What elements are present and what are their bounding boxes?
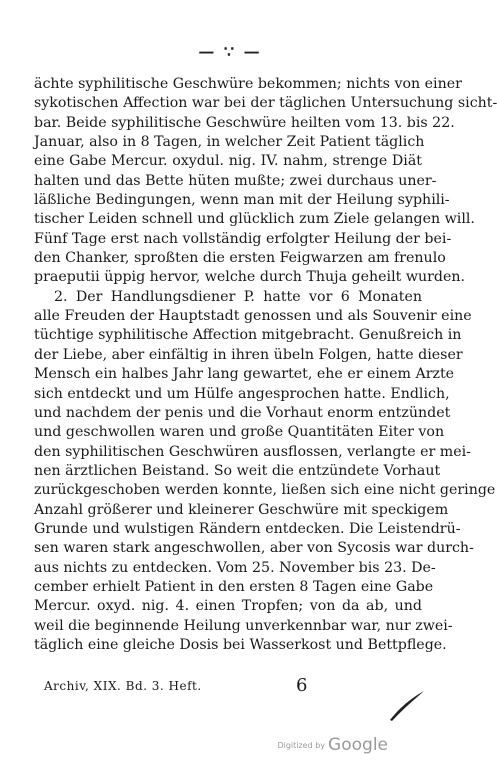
- signature-mark: Archiv, XIX. Bd. 3. Heft.: [44, 679, 202, 693]
- text-line: sich entdeckt und um Hülfe angesprochen hatte. Endlich,: [34, 385, 450, 402]
- text-line: weil die beginnende Heilung unverkennbar war, nur zwei-: [34, 617, 453, 634]
- text-line: sen waren stark angeschwollen, aber von Sycosis war durch-: [34, 540, 474, 557]
- text-line: zurückgeschoben werden konnte, ließen sich eine nicht geringe: [34, 482, 496, 499]
- text-line: alle Freuden der Hauptstadt genossen und als Souvenir eine: [34, 308, 472, 325]
- watermark-brand: Google: [328, 735, 388, 755]
- digitized-watermark: [277, 735, 388, 755]
- body-text: [34, 75, 497, 655]
- text-line: Anzahl größerer und kleinerer Geschwüre mit speckigem: [34, 501, 449, 518]
- page-footer: [44, 677, 414, 699]
- text-line: läßliche Bedingungen, wenn man mit der Heilung syphili-: [34, 192, 450, 209]
- page-number: 6: [296, 675, 308, 696]
- text-line: ächte syphilitische Geschwüre bekommen; nichts von einer: [34, 76, 462, 92]
- text-line: Grunde und wulstigen Rändern entdecken. Die Leistendrü-: [34, 520, 461, 537]
- text-line: nen ärztlichen Beistand. So weit die entzündete Vorhaut: [34, 462, 441, 479]
- text-line: Fünf Tage erst nach vollständig erfolgter Heilung der bei-: [34, 230, 452, 247]
- text-line: halten und das Bette hüten mußte; zwei durchaus uner-: [34, 172, 437, 189]
- text-line: täglich eine gleiche Dosis bei Wasserkost und Bettpflege.: [34, 636, 447, 653]
- watermark-prefix: Digitized by: [277, 741, 326, 750]
- text-line: eine Gabe Mercur. oxydul. nig. IV. nahm, strenge Diät: [34, 153, 422, 170]
- text-line: der Liebe, aber einfältig in ihren übeln Folgen, hatte dieser: [34, 346, 463, 363]
- text-line: und geschwollen waren und große Quantitäten Eiter von: [34, 424, 445, 441]
- text-line: tischer Leiden schnell und glücklich zum Ziele gelangen will.: [34, 211, 475, 228]
- text-line: sykotischen Affection war bei der täglichen Untersuchung sicht-: [34, 95, 497, 112]
- text-line: Mensch ein halbes Jahr lang gewartet, ehe er einem Arzte: [34, 366, 455, 383]
- text-line: cember erhielt Patient in den ersten 8 Tagen eine Gabe: [34, 578, 434, 595]
- text-line: den Chanker, sproßten die ersten Feigwarzen am frenulo: [34, 250, 446, 267]
- text-line: Mercur. oxyd. nig. 4. einen Tropfen; von da ab, und: [34, 598, 422, 615]
- header-ornament: — ∵ —: [198, 42, 262, 61]
- text-line: Januar, also in 8 Tagen, in welcher Zeit Patient täglich: [34, 134, 425, 151]
- text-line: aus nichts zu entdecken. Vom 25. November bis 23. De-: [34, 559, 436, 576]
- ink-flourish-icon: [388, 688, 426, 722]
- text-line: praeputii üppig hervor, welche durch Thuja geheilt wurden.: [34, 269, 466, 286]
- text-line: bar. Beide syphilitische Geschwüre heilten vom 13. bis 22.: [34, 114, 455, 131]
- text-line: 2. Der Handlungsdiener P. hatte vor 6 Monaten: [54, 288, 422, 305]
- text-line: und nachdem der penis und die Vorhaut enorm entzündet: [34, 404, 451, 421]
- text-line: tüchtige syphilitische Affection mitgebracht. Genußreich in: [34, 327, 462, 344]
- text-line: den syphilitischen Geschwüren ausflossen, verlangte er mei-: [34, 443, 471, 460]
